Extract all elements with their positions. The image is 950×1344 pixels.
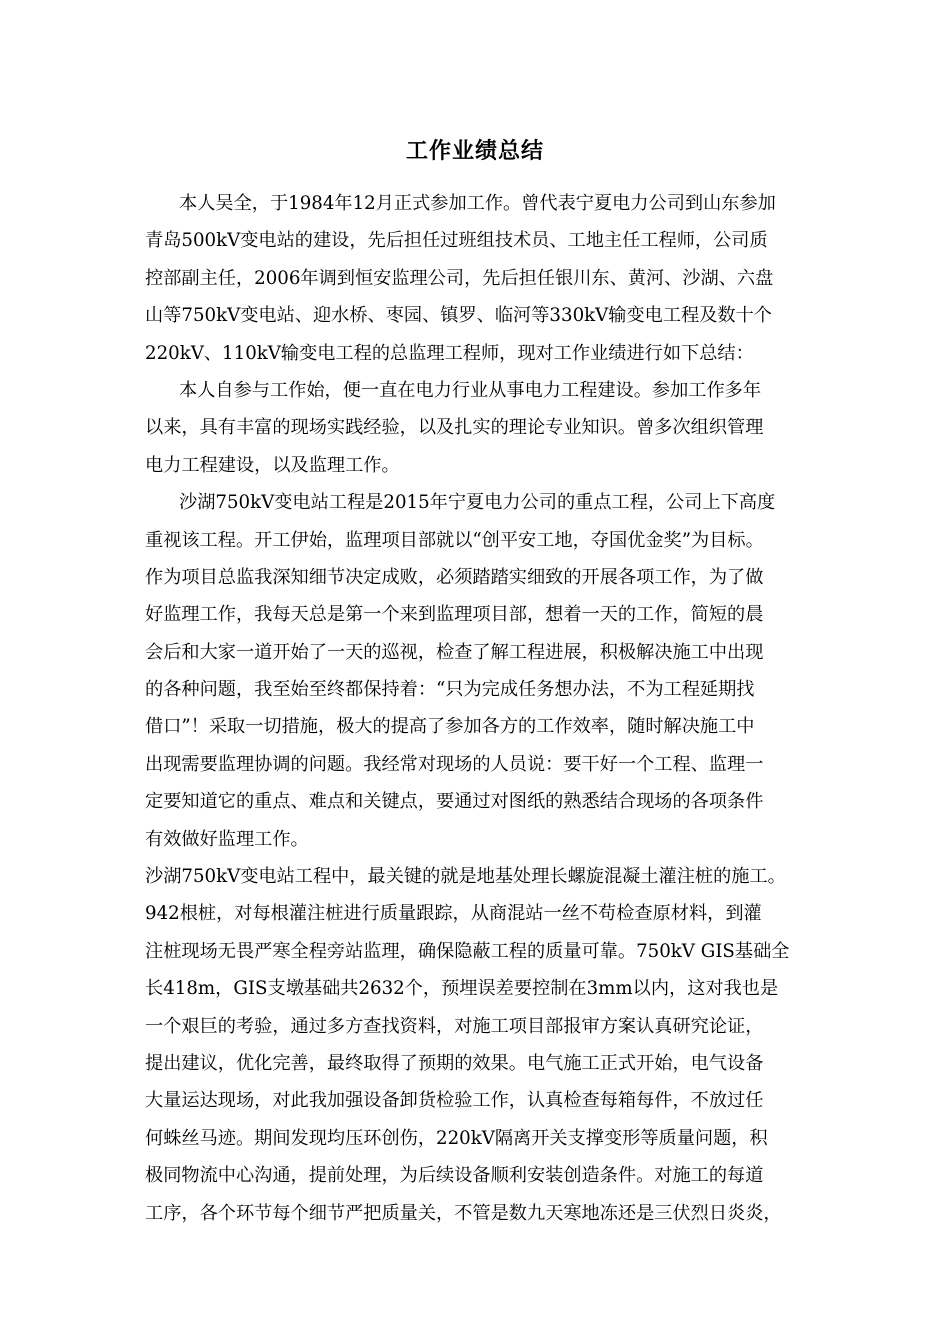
text-line: 提出建议，优化完善，最终取得了预期的效果。电气施工正式开始，电气设备: [145, 1052, 764, 1074]
text-line: 220kV、110kV输变电工程的总监理工程师，现对工作业绩进行如下总结：: [145, 342, 754, 364]
text-line: 以来，具有丰富的现场实践经验，以及扎实的理论专业知识。曾多次组织管理: [145, 417, 764, 439]
text-line: 本人自参与工作始，便一直在电力行业从事电力工程建设。参加工作多年: [179, 379, 762, 401]
text-line: 本人吴全，于1984年12月正式参加工作。曾代表宁夏电力公司到山东参加: [179, 193, 776, 214]
text-line: 电力工程建设，以及监理工作。: [145, 454, 400, 476]
document-body: [145, 185, 810, 1232]
text-line: 注桩现场无畏严寒全程旁站监理，确保隐蔽工程的质量可靠。750kV GIS基础全: [145, 940, 790, 962]
text-line: 何蛛丝马迹。期间发现均压环创伤，220kV隔离开关支撑变形等质量问题，积: [145, 1127, 768, 1149]
text-line: 青岛500kV变电站的建设，先后担任过班组技术员、工地主任工程师，公司质: [145, 230, 768, 252]
text-line: 重视该工程。开工伊始，监理项目部就以“创平安工地，夺国优金奖”为目标。: [145, 529, 764, 551]
text-line: 工序，各个环节每个细节严把质量关，不管是数九天寒地冻还是三伏烈日炎炎，: [145, 1202, 782, 1224]
text-line: 山等750kV变电站、迎水桥、枣园、镇罗、临河等330kV输变电工程及数十个: [145, 305, 772, 327]
text-line: 的各种问题，我至始至终都保持着：“只为完成任务想办法，不为工程延期找: [145, 679, 755, 701]
text-line: 极同物流中心沟通，提前处理，为后续设备顺利安装创造条件。对施工的每道: [145, 1165, 764, 1187]
text-line: 有效做好监理工作。: [145, 828, 309, 850]
text-line: 会后和大家一道开始了一天的巡视，检查了解工程进展，积极解决施工中出现: [145, 641, 764, 663]
text-line: 借口”！采取一切措施，极大的提高了参加各方的工作效率，随时解决施工中: [145, 716, 755, 738]
text-line: 作为项目总监我深知细节决定成败，必须踏踏实细致的开展各项工作，为了做: [145, 566, 764, 588]
text-line: 一个艰巨的考验，通过多方查找资料，对施工项目部报审方案认真研究论证，: [145, 1015, 764, 1037]
text-line: 好监理工作，我每天总是第一个来到监理项目部，想着一天的工作，简短的晨: [145, 604, 764, 626]
text-line: 大量运达现场，对此我加强设备卸货检验工作，认真检查每箱每件，不放过任: [145, 1090, 764, 1112]
text-line: 942根桩，对每根灌注桩进行质量跟踪，从商混站一丝不苟检查原材料，到灌: [145, 903, 762, 925]
text-line: 出现需要监理协调的问题。我经常对现场的人员说：要干好一个工程、监理一: [145, 753, 764, 775]
text-line: 沙湖750kV变电站工程中，最关键的就是地基处理长螺旋混凝土灌注桩的施工。: [145, 866, 786, 888]
text-line: 沙湖750kV变电站工程是2015年宁夏电力公司的重点工程，公司上下高度: [179, 492, 776, 514]
text-line: 定要知道它的重点、难点和关键点，要通过对图纸的熟悉结合现场的各项条件: [145, 791, 764, 813]
text-line: 长418m，GIS支墩基础共2632个，预埋误差要控制在3mm以内，这对我也是: [145, 978, 779, 1000]
document-title: 工作业绩总结: [405, 139, 544, 164]
text-line: 控部副主任，2006年调到恒安监理公司，先后担任银川东、黄河、沙湖、六盘: [145, 267, 774, 289]
